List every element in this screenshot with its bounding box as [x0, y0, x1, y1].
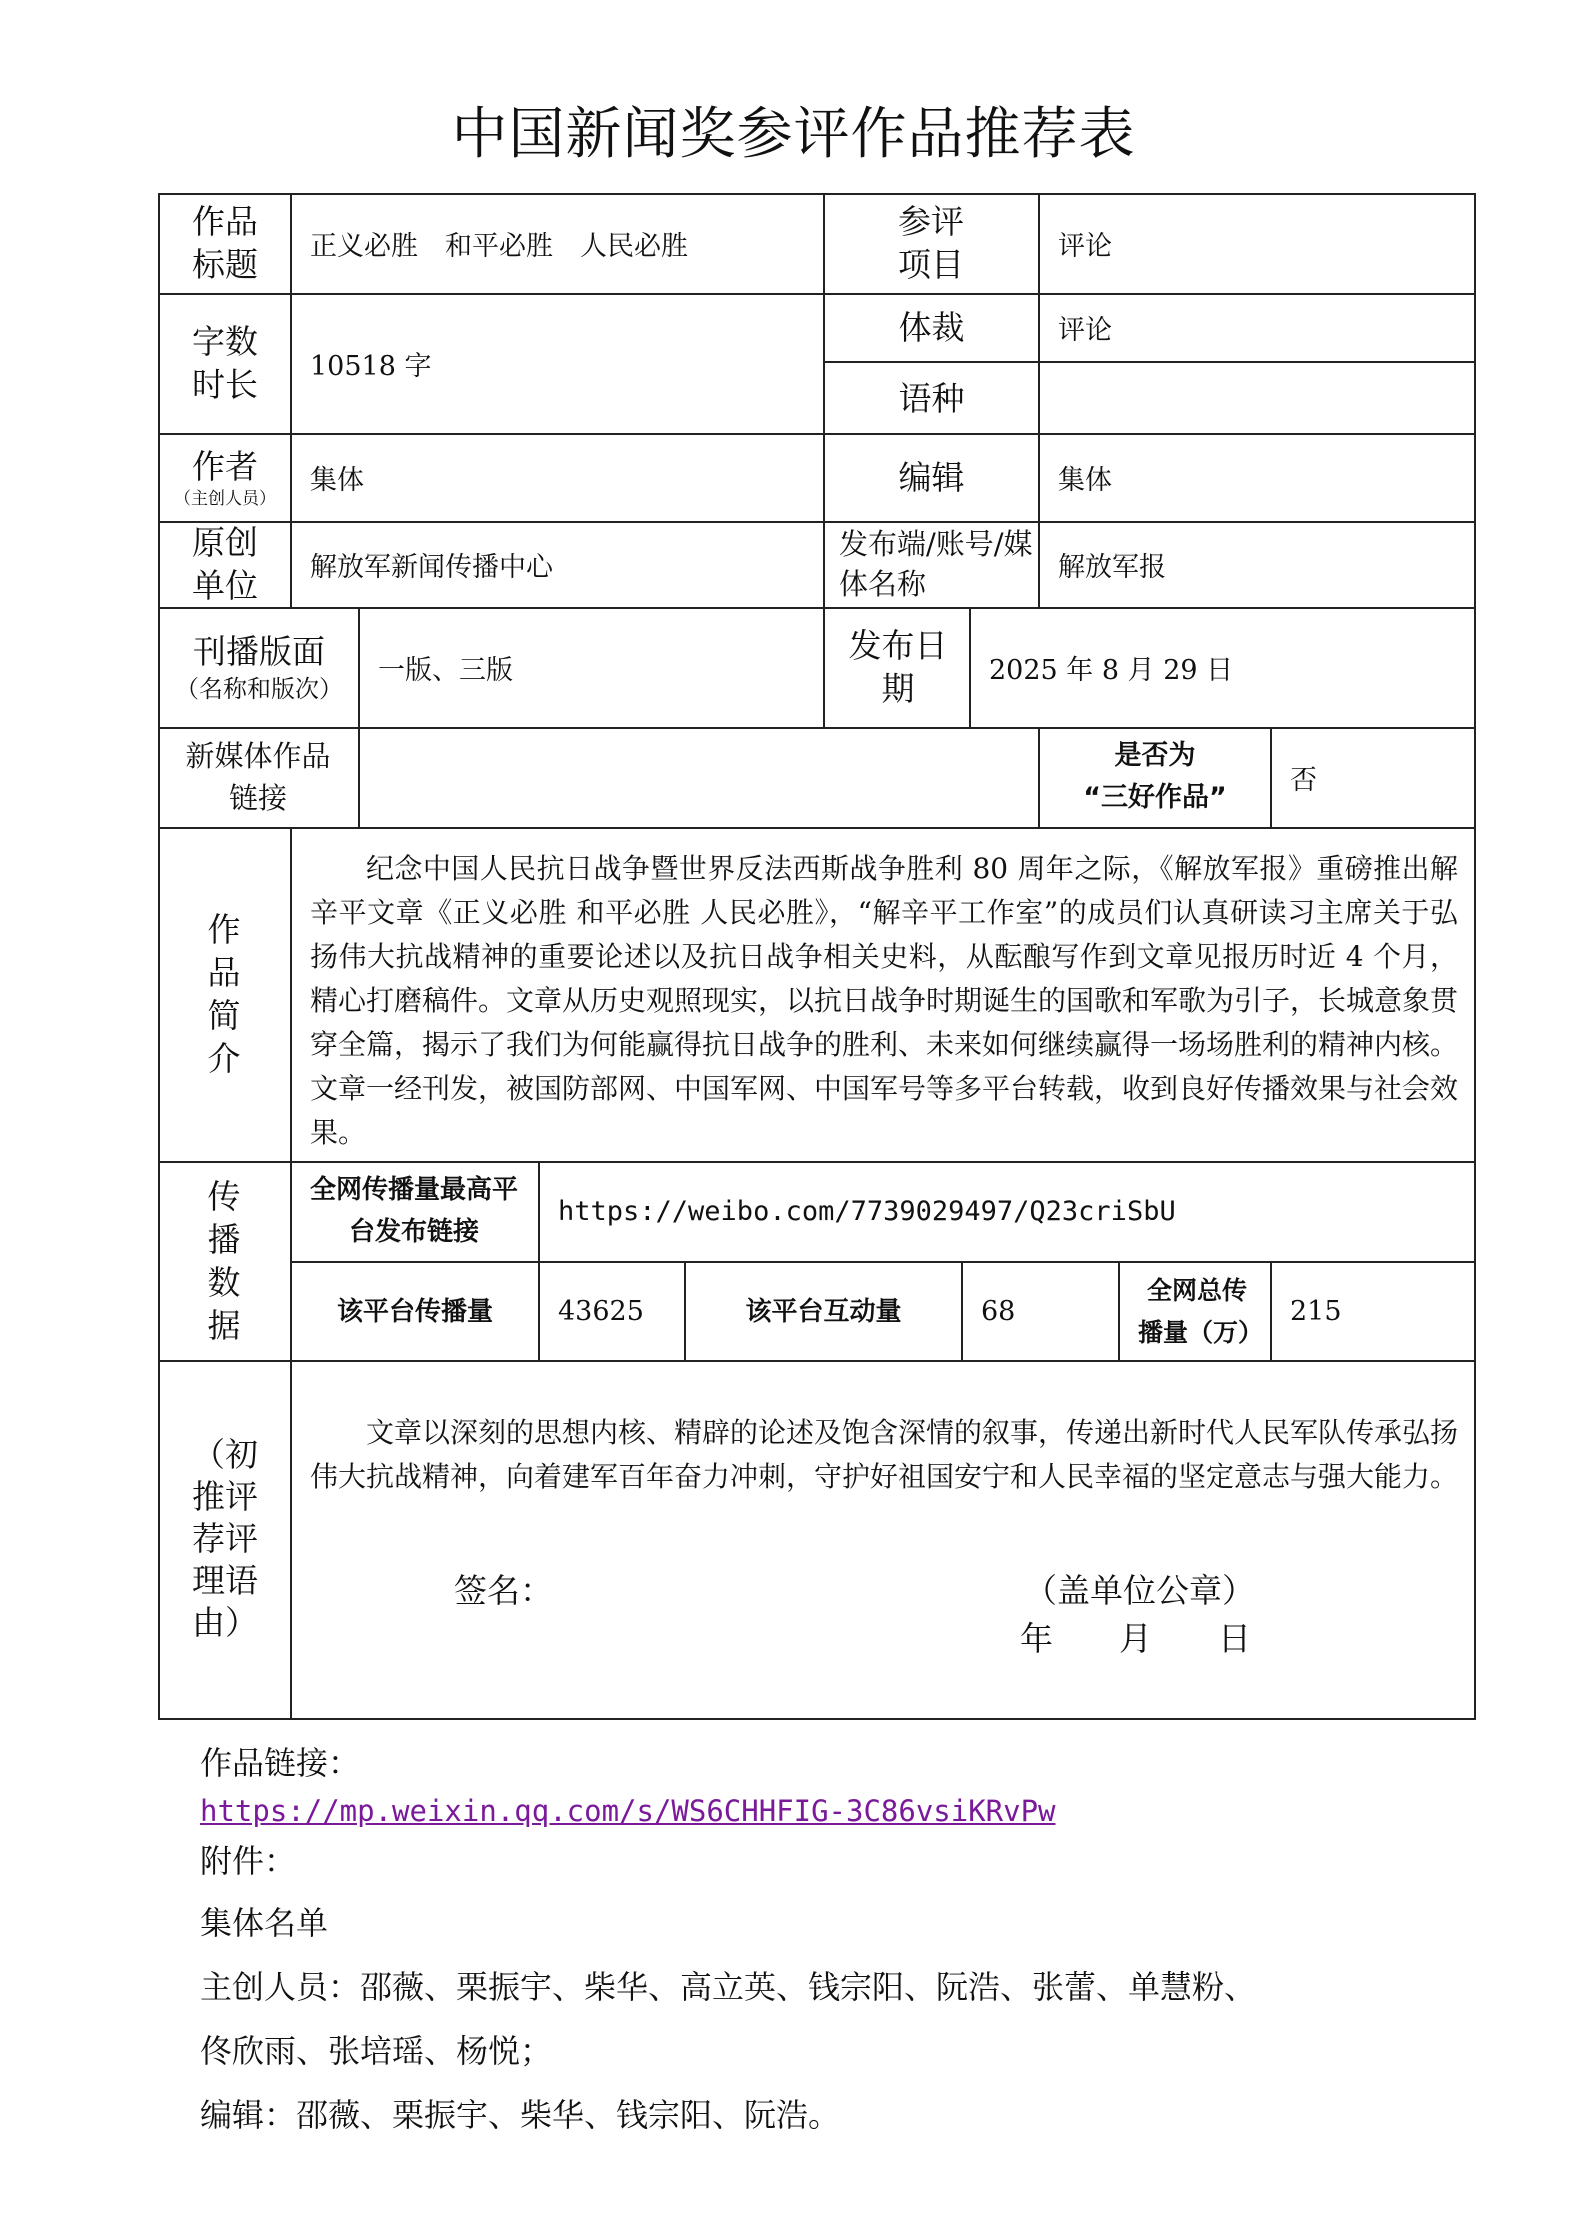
table-border-left [158, 193, 160, 1720]
group-list-heading: 集体名单 [200, 1904, 329, 1942]
publisher-label: 发布端/账号/媒体名称 [839, 527, 1033, 601]
total-spread-value: 215 [1290, 1296, 1342, 1327]
pub-date-value: 2025 年 8 月 29 日 [989, 654, 1234, 686]
category-label: 参评项目 [898, 202, 964, 284]
genre-label: 体裁 [898, 307, 965, 347]
work-title-value: 正义必胜 和平必胜 人民必胜 [310, 230, 688, 262]
layout-page-label: 刊播版面 [193, 631, 325, 671]
language-label: 语种 [898, 378, 965, 418]
three-good-value: 否 [1290, 764, 1317, 796]
seal-label: （盖单位公章） [1024, 1571, 1255, 1610]
language-value [1040, 363, 1470, 433]
main-creators-line-2: 佟欣雨、张培瑶、杨悦； [200, 2032, 553, 2070]
word-count-label: 字数时长 [192, 322, 258, 404]
summary-text: 纪念中国人民抗日战争暨世界反法西斯战争胜利 80 周年之际，《解放军报》重磅推出解辛平文章《正义必胜 和平必胜 人民必胜》，“解辛平工作室”的成员们认真研读习主席关于弘扬伟大抗战精神的重要论述以及抗日战争相关史料，从酝酿写作到文章见报历时近 4 个月，精心打磨稿件。文章从历史观照现实，以抗日战争时期诞生的国歌和军歌为引子，长城意象贯穿全篇，揭示了我们为何能赢得抗日战争的胜利、未来如何继续赢得一场场胜利的精神内核。文章一经刊发，被国防部网、中国军网、中国军号等多平台转载，收到良好传播效果与社会效果。 [310, 852, 1459, 1149]
row-divider [158, 1360, 1476, 1362]
layout-page-note: （名称和版次） [175, 674, 343, 703]
genre-value: 评论 [1058, 314, 1112, 346]
recommend-label: （初推评荐评理语由） [192, 1435, 258, 1642]
pub-date-label: 发布日期 [848, 626, 948, 708]
summary-label: 作品简介 [207, 910, 241, 1078]
col-divider [1118, 1261, 1120, 1360]
editors-line: 编辑：邵薇、栗振宇、柴华、钱宗阳、阮浩。 [200, 2096, 841, 2134]
recommendation-form-table [158, 193, 1476, 1720]
signature-label: 签名： [454, 1571, 553, 1610]
origin-unit-value: 解放军新闻传播中心 [310, 551, 553, 583]
new-media-link-label: 新媒体作品链接 [185, 739, 331, 815]
layout-page-label-cell [160, 607, 358, 727]
date-line: 年 月 日 [1020, 1619, 1251, 1658]
main-creators-line-1: 主创人员：邵薇、栗振宇、柴华、高立英、钱宗阳、阮浩、张蕾、单慧粉、 [200, 1968, 1257, 2006]
author-value: 集体 [310, 464, 364, 496]
editor-label: 编辑 [898, 457, 965, 497]
author-note: （主创人员） [174, 488, 276, 509]
work-title-label: 作品标题 [192, 202, 258, 284]
layout-page-value: 一版、三版 [378, 654, 513, 686]
publisher-value: 解放军报 [1058, 551, 1166, 583]
platform-interact-value: 68 [981, 1296, 1016, 1327]
row-divider [158, 827, 1476, 829]
editor-value: 集体 [1058, 464, 1112, 496]
three-good-label-cell [1040, 727, 1270, 827]
author-label: 作者 [192, 446, 258, 486]
recommend-text: 文章以深刻的思想内核、精辟的论述及饱含深情的叙事，传递出新时代人民军队传承弘扬伟大抗战精神，向着建军百年奋力冲刺，守护好祖国安宁和人民幸福的坚定意志与强大能力。 [310, 1416, 1459, 1493]
page-title: 中国新闻奖参评作品推荐表 [451, 102, 1136, 167]
platform-interact-label: 该平台互动量 [745, 1296, 902, 1327]
max-platform-link[interactable]: https://weibo.com/7739029497/Q23criSbU [558, 1195, 1176, 1227]
table-border-bottom [158, 1718, 1476, 1720]
new-media-link-value [360, 727, 1036, 827]
max-platform-label: 全网传播量最高平台发布链接 [309, 1175, 518, 1247]
total-spread-label: 全网总传播量（万） [1138, 1275, 1264, 1347]
category-value: 评论 [1058, 230, 1112, 262]
author-label-cell [160, 433, 290, 521]
attachment-label: 附件： [200, 1842, 297, 1880]
word-count-value: 10518 字 [310, 350, 432, 382]
three-good-label-2: “三好作品” [1083, 782, 1227, 813]
platform-spread-value: 43625 [558, 1296, 644, 1327]
origin-unit-label: 原创单位 [192, 523, 258, 605]
work-link[interactable]: https://mp.weixin.qq.com/s/WS6CHHFIG-3C86vsiKRvPw [200, 1794, 1056, 1828]
three-good-label: 是否为 [1114, 740, 1196, 771]
work-link-label: 作品链接： [200, 1744, 361, 1782]
spread-data-label: 传播数据 [207, 1176, 241, 1345]
table-border-right [1474, 193, 1476, 1720]
platform-spread-label: 该平台传播量 [336, 1296, 493, 1327]
